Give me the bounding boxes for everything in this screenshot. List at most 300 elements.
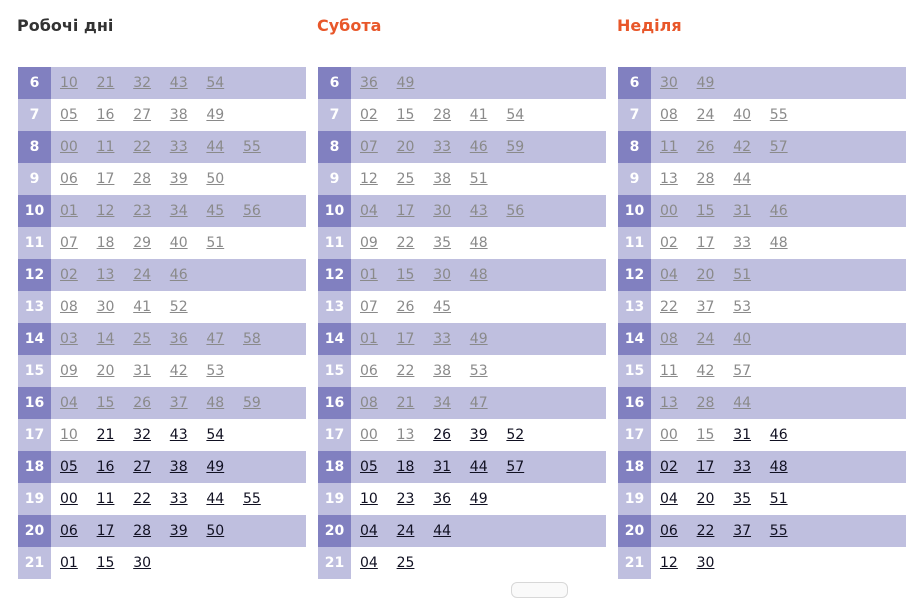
minutes-list	[651, 491, 806, 507]
departure-minute-link[interactable]: 39	[169, 523, 188, 539]
departure-minute-link[interactable]: 38	[433, 363, 452, 379]
departure-minute-link[interactable]: 57	[506, 459, 525, 475]
departure-minute-link[interactable]: 44	[433, 523, 452, 539]
timetable	[618, 67, 906, 579]
departure-minute-link[interactable]: 05	[360, 459, 378, 475]
hour-cell: 12	[18, 259, 51, 291]
departure-minute-link[interactable]: 39	[169, 171, 188, 187]
column-title: Робочі дні	[17, 16, 114, 35]
departure-minute-link[interactable]: 26	[433, 427, 452, 443]
departure-minute-link[interactable]: 31	[133, 363, 152, 379]
departure-minute-link[interactable]: 17	[696, 235, 715, 251]
departure-minute-link[interactable]: 00	[660, 203, 678, 219]
minutes-list	[351, 107, 543, 123]
departure-minute-link[interactable]: 07	[360, 299, 378, 315]
departure-minute-link[interactable]: 47	[206, 331, 225, 347]
departure-minute-link[interactable]: 45	[433, 299, 452, 315]
departure-minute-link[interactable]: 21	[96, 75, 115, 91]
departure-minute-link[interactable]: 37	[696, 299, 715, 315]
departure-minute-link[interactable]: 28	[696, 171, 715, 187]
departure-minute-link[interactable]: 59	[506, 139, 525, 155]
departure-minute-link[interactable]: 33	[733, 235, 752, 251]
departure-minute-link[interactable]: 13	[96, 267, 115, 283]
departure-minute-link[interactable]: 33	[733, 459, 752, 475]
departure-minute-link[interactable]: 04	[360, 203, 378, 219]
hour-cell: 15	[618, 355, 651, 387]
departure-minute-link[interactable]: 45	[206, 203, 225, 219]
departure-minute-link[interactable]: 28	[133, 523, 152, 539]
hour-cell: 16	[18, 387, 51, 419]
minutes-list	[651, 267, 770, 283]
departure-minute-link[interactable]: 39	[469, 427, 488, 443]
departure-minute-link[interactable]: 24	[696, 107, 715, 123]
departure-minute-link[interactable]: 21	[96, 427, 115, 443]
departure-minute-link[interactable]: 44	[206, 491, 225, 507]
departure-minute-link[interactable]: 24	[133, 267, 152, 283]
hour-cell: 9	[618, 163, 651, 195]
hour-cell: 7	[618, 99, 651, 131]
departure-minute-link[interactable]: 02	[360, 107, 378, 123]
departure-minute-link[interactable]: 55	[242, 139, 261, 155]
hour-cell: 11	[318, 227, 351, 259]
departure-minute-link[interactable]: 01	[60, 555, 78, 571]
departure-minute-link[interactable]: 20	[696, 491, 715, 507]
departure-minute-link[interactable]: 22	[133, 491, 152, 507]
departure-minute-link[interactable]: 49	[469, 331, 488, 347]
minutes-list	[651, 171, 770, 187]
timetable-row	[318, 131, 606, 163]
minutes-list	[651, 331, 770, 347]
timetable-row	[318, 483, 606, 515]
timetable-row	[18, 515, 306, 547]
hour-cell: 8	[618, 131, 651, 163]
departure-minute-link[interactable]: 53	[469, 363, 488, 379]
timetable-row	[618, 387, 906, 419]
timetable-row	[618, 323, 906, 355]
departure-minute-link[interactable]: 51	[733, 267, 752, 283]
hour-cell: 12	[618, 259, 651, 291]
departure-minute-link[interactable]: 59	[242, 395, 261, 411]
departure-minute-link[interactable]: 44	[733, 171, 752, 187]
hour-cell: 13	[618, 291, 651, 323]
departure-minute-link[interactable]: 38	[433, 171, 452, 187]
minutes-list	[651, 107, 806, 123]
hour-cell: 18	[18, 451, 51, 483]
timetable-row	[318, 387, 606, 419]
departure-minute-link[interactable]: 40	[733, 107, 752, 123]
departure-minute-link[interactable]: 08	[60, 299, 78, 315]
departure-minute-link[interactable]: 41	[469, 107, 488, 123]
departure-minute-link[interactable]: 09	[60, 363, 78, 379]
minutes-list	[51, 107, 243, 123]
departure-minute-link[interactable]: 43	[469, 203, 488, 219]
timetable-row	[18, 547, 306, 579]
hour-cell: 21	[318, 547, 351, 579]
hour-cell: 7	[318, 99, 351, 131]
departure-minute-link[interactable]: 56	[242, 203, 261, 219]
timetable-row	[318, 195, 606, 227]
departure-minute-link[interactable]: 20	[696, 267, 715, 283]
departure-minute-link[interactable]: 37	[169, 395, 188, 411]
minutes-list	[51, 331, 280, 347]
departure-minute-link[interactable]: 24	[396, 523, 415, 539]
departure-minute-link[interactable]: 49	[469, 491, 488, 507]
departure-minute-link[interactable]: 16	[96, 459, 115, 475]
departure-minute-link[interactable]: 48	[469, 235, 488, 251]
departure-minute-link[interactable]: 02	[660, 459, 678, 475]
departure-minute-link[interactable]: 49	[696, 75, 715, 91]
departure-minute-link[interactable]: 28	[696, 395, 715, 411]
hour-cell: 10	[618, 195, 651, 227]
scroll-to-top-button[interactable]	[511, 582, 568, 598]
timetable-row	[18, 131, 306, 163]
departure-minute-link[interactable]: 17	[396, 203, 415, 219]
hour-cell: 14	[618, 323, 651, 355]
timetable-row	[618, 259, 906, 291]
timetable-row	[318, 355, 606, 387]
departure-minute-link[interactable]: 03	[60, 331, 78, 347]
minutes-list	[651, 395, 770, 411]
departure-minute-link[interactable]: 46	[469, 139, 488, 155]
departure-minute-link[interactable]: 01	[60, 203, 78, 219]
timetable-row	[618, 67, 906, 99]
departure-minute-link[interactable]: 42	[696, 363, 715, 379]
departure-minute-link[interactable]: 42	[169, 363, 188, 379]
departure-minute-link[interactable]: 25	[396, 171, 415, 187]
departure-minute-link[interactable]: 15	[696, 427, 715, 443]
departure-minute-link[interactable]: 05	[60, 459, 78, 475]
departure-minute-link[interactable]: 22	[696, 523, 715, 539]
departure-minute-link[interactable]: 42	[733, 139, 752, 155]
departure-minute-link[interactable]: 07	[360, 139, 378, 155]
departure-minute-link[interactable]: 35	[733, 491, 752, 507]
departure-minute-link[interactable]: 44	[469, 459, 488, 475]
departure-minute-link[interactable]: 36	[433, 491, 452, 507]
departure-minute-link[interactable]: 06	[60, 523, 78, 539]
departure-minute-link[interactable]: 55	[242, 491, 261, 507]
timetable-row	[18, 67, 306, 99]
departure-minute-link[interactable]: 44	[733, 395, 752, 411]
departure-minute-link[interactable]: 52	[506, 427, 525, 443]
departure-minute-link[interactable]: 30	[433, 267, 452, 283]
departure-minute-link[interactable]: 48	[769, 235, 788, 251]
departure-minute-link[interactable]: 43	[169, 75, 188, 91]
minutes-list	[651, 299, 770, 315]
departure-minute-link[interactable]: 46	[769, 427, 788, 443]
departure-minute-link[interactable]: 15	[96, 395, 115, 411]
departure-minute-link[interactable]: 04	[360, 555, 378, 571]
departure-minute-link[interactable]: 08	[660, 107, 678, 123]
departure-minute-link[interactable]: 49	[396, 75, 415, 91]
departure-minute-link[interactable]: 13	[660, 395, 678, 411]
departure-minute-link[interactable]: 26	[696, 139, 715, 155]
departure-minute-link[interactable]: 11	[660, 139, 678, 155]
departure-minute-link[interactable]: 22	[396, 235, 415, 251]
minutes-list	[651, 203, 806, 219]
departure-minute-link[interactable]: 34	[433, 395, 452, 411]
departure-minute-link[interactable]: 38	[169, 107, 188, 123]
hour-cell: 16	[318, 387, 351, 419]
hour-cell: 13	[318, 291, 351, 323]
departure-minute-link[interactable]: 54	[506, 107, 525, 123]
hour-cell: 18	[618, 451, 651, 483]
minutes-list	[651, 459, 806, 475]
departure-minute-link[interactable]: 37	[733, 523, 752, 539]
minutes-list	[651, 427, 806, 443]
hour-cell: 17	[618, 419, 651, 451]
departure-minute-link[interactable]: 40	[733, 331, 752, 347]
departure-minute-link[interactable]: 41	[133, 299, 152, 315]
departure-minute-link[interactable]: 31	[433, 459, 452, 475]
departure-minute-link[interactable]: 01	[360, 267, 378, 283]
departure-minute-link[interactable]: 18	[396, 459, 415, 475]
departure-minute-link[interactable]: 06	[360, 363, 378, 379]
departure-minute-link[interactable]: 47	[469, 395, 488, 411]
departure-minute-link[interactable]: 51	[769, 491, 788, 507]
timetable-row	[18, 451, 306, 483]
departure-minute-link[interactable]: 30	[660, 75, 678, 91]
minutes-list	[351, 171, 506, 187]
hour-cell: 20	[618, 515, 651, 547]
departure-minute-link[interactable]: 10	[360, 491, 378, 507]
departure-minute-link[interactable]: 15	[396, 107, 415, 123]
timetable-row	[18, 227, 306, 259]
hour-cell: 9	[318, 163, 351, 195]
departure-minute-link[interactable]: 48	[769, 459, 788, 475]
departure-minute-link[interactable]: 08	[360, 395, 378, 411]
departure-minute-link[interactable]: 29	[133, 235, 152, 251]
departure-minute-link[interactable]: 11	[96, 491, 115, 507]
departure-minute-link[interactable]: 49	[206, 459, 225, 475]
timetable-row	[618, 419, 906, 451]
departure-minute-link[interactable]: 15	[96, 555, 115, 571]
hour-cell: 8	[18, 131, 51, 163]
departure-minute-link[interactable]: 23	[133, 203, 152, 219]
departure-minute-link[interactable]: 32	[133, 75, 152, 91]
departure-minute-link[interactable]: 53	[206, 363, 225, 379]
hour-cell: 8	[318, 131, 351, 163]
minutes-list	[651, 523, 806, 539]
minutes-list	[351, 331, 506, 347]
minutes-list	[351, 395, 506, 411]
departure-minute-link[interactable]: 00	[660, 427, 678, 443]
departure-minute-link[interactable]: 27	[133, 459, 152, 475]
hour-cell: 15	[18, 355, 51, 387]
timetable-row	[318, 259, 606, 291]
timetable-row	[618, 451, 906, 483]
hour-cell: 12	[318, 259, 351, 291]
timetable-row	[18, 355, 306, 387]
timetable-row	[18, 259, 306, 291]
departure-minute-link[interactable]: 05	[60, 107, 78, 123]
minutes-list	[651, 75, 733, 91]
departure-minute-link[interactable]: 35	[433, 235, 452, 251]
hour-cell: 9	[18, 163, 51, 195]
departure-minute-link[interactable]: 28	[433, 107, 452, 123]
departure-minute-link[interactable]: 00	[60, 139, 78, 155]
minutes-list	[351, 459, 543, 475]
departure-minute-link[interactable]: 57	[733, 363, 752, 379]
departure-minute-link[interactable]: 27	[133, 107, 152, 123]
departure-minute-link[interactable]: 04	[360, 523, 378, 539]
minutes-list	[651, 363, 770, 379]
departure-minute-link[interactable]: 07	[60, 235, 78, 251]
departure-minute-link[interactable]: 01	[360, 331, 378, 347]
departure-minute-link[interactable]: 11	[660, 363, 678, 379]
departure-minute-link[interactable]: 54	[206, 75, 225, 91]
departure-minute-link[interactable]: 43	[169, 427, 188, 443]
hour-cell: 17	[18, 419, 51, 451]
departure-minute-link[interactable]: 00	[60, 491, 78, 507]
departure-minute-link[interactable]: 32	[133, 427, 152, 443]
departure-minute-link[interactable]: 36	[169, 331, 188, 347]
departure-minute-link[interactable]: 51	[206, 235, 225, 251]
departure-minute-link[interactable]: 22	[396, 363, 415, 379]
departure-minute-link[interactable]: 12	[360, 171, 378, 187]
departure-minute-link[interactable]: 48	[469, 267, 488, 283]
hour-cell: 14	[318, 323, 351, 355]
departure-minute-link[interactable]: 58	[242, 331, 261, 347]
timetable-row	[18, 323, 306, 355]
departure-minute-link[interactable]: 30	[433, 203, 452, 219]
departure-minute-link[interactable]: 38	[169, 459, 188, 475]
departure-minute-link[interactable]: 09	[360, 235, 378, 251]
departure-minute-link[interactable]: 15	[396, 267, 415, 283]
hour-cell: 15	[318, 355, 351, 387]
departure-minute-link[interactable]: 51	[469, 171, 488, 187]
departure-minute-link[interactable]: 33	[433, 139, 452, 155]
departure-minute-link[interactable]: 15	[696, 203, 715, 219]
departure-minute-link[interactable]: 48	[206, 395, 225, 411]
departure-minute-link[interactable]: 21	[396, 395, 415, 411]
departure-minute-link[interactable]: 12	[660, 555, 678, 571]
departure-minute-link[interactable]: 13	[396, 427, 415, 443]
departure-minute-link[interactable]: 17	[396, 331, 415, 347]
departure-minute-link[interactable]: 34	[169, 203, 188, 219]
minutes-list	[351, 267, 506, 283]
departure-minute-link[interactable]: 12	[96, 203, 115, 219]
departure-minute-link[interactable]: 18	[96, 235, 115, 251]
departure-minute-link[interactable]: 24	[696, 331, 715, 347]
hour-cell: 17	[318, 419, 351, 451]
timetable-row	[318, 99, 606, 131]
departure-minute-link[interactable]: 20	[396, 139, 415, 155]
departure-minute-link[interactable]: 11	[96, 139, 115, 155]
departure-minute-link[interactable]: 25	[133, 331, 152, 347]
departure-minute-link[interactable]: 57	[769, 139, 788, 155]
departure-minute-link[interactable]: 30	[96, 299, 115, 315]
minutes-list	[51, 491, 280, 507]
minutes-list	[51, 459, 243, 475]
timetable-row	[18, 99, 306, 131]
departure-minute-link[interactable]: 36	[360, 75, 378, 91]
timetable-row	[318, 227, 606, 259]
departure-minute-link[interactable]: 44	[206, 139, 225, 155]
departure-minute-link[interactable]: 53	[733, 299, 752, 315]
departure-minute-link[interactable]: 16	[96, 107, 115, 123]
departure-minute-link[interactable]: 02	[60, 267, 78, 283]
departure-minute-link[interactable]: 33	[169, 491, 188, 507]
departure-minute-link[interactable]: 28	[133, 171, 152, 187]
minutes-list	[51, 363, 243, 379]
minutes-list	[51, 395, 280, 411]
departure-minute-link[interactable]: 55	[769, 107, 788, 123]
departure-minute-link[interactable]: 06	[660, 523, 678, 539]
departure-minute-link[interactable]: 31	[733, 203, 752, 219]
departure-minute-link[interactable]: 14	[96, 331, 115, 347]
departure-minute-link[interactable]: 13	[660, 171, 678, 187]
departure-minute-link[interactable]: 23	[396, 491, 415, 507]
departure-minute-link[interactable]: 46	[769, 203, 788, 219]
departure-minute-link[interactable]: 49	[206, 107, 225, 123]
minutes-list	[51, 555, 170, 571]
departure-minute-link[interactable]: 02	[660, 235, 678, 251]
departure-minute-link[interactable]: 04	[660, 267, 678, 283]
departure-minute-link[interactable]: 26	[396, 299, 415, 315]
departure-minute-link[interactable]: 17	[696, 459, 715, 475]
departure-minute-link[interactable]: 31	[733, 427, 752, 443]
departure-minute-link[interactable]: 08	[660, 331, 678, 347]
hour-cell: 6	[618, 67, 651, 99]
departure-minute-link[interactable]: 17	[96, 171, 115, 187]
minutes-list	[351, 491, 506, 507]
timetable-row	[618, 227, 906, 259]
departure-minute-link[interactable]: 25	[396, 555, 415, 571]
timetable-row	[318, 419, 606, 451]
departure-minute-link[interactable]: 22	[133, 139, 152, 155]
hour-cell: 6	[318, 67, 351, 99]
departure-minute-link[interactable]: 00	[360, 427, 378, 443]
departure-minute-link[interactable]: 17	[96, 523, 115, 539]
departure-minute-link[interactable]: 10	[60, 75, 78, 91]
departure-minute-link[interactable]: 26	[133, 395, 152, 411]
departure-minute-link[interactable]: 30	[133, 555, 152, 571]
departure-minute-link[interactable]: 55	[769, 523, 788, 539]
departure-minute-link[interactable]: 04	[660, 491, 678, 507]
timetable	[318, 67, 606, 579]
minutes-list	[51, 267, 206, 283]
departure-minute-link[interactable]: 10	[60, 427, 78, 443]
departure-minute-link[interactable]: 20	[96, 363, 115, 379]
departure-minute-link[interactable]: 50	[206, 171, 225, 187]
minutes-list	[51, 75, 243, 91]
timetable-row	[318, 323, 606, 355]
departure-minute-link[interactable]: 06	[60, 171, 78, 187]
departure-minute-link[interactable]: 30	[696, 555, 715, 571]
minutes-list	[51, 427, 243, 443]
departure-minute-link[interactable]: 33	[433, 331, 452, 347]
departure-minute-link[interactable]: 33	[169, 139, 188, 155]
departure-minute-link[interactable]: 50	[206, 523, 225, 539]
minutes-list	[51, 171, 243, 187]
departure-minute-link[interactable]: 40	[169, 235, 188, 251]
timetable-row	[318, 547, 606, 579]
minutes-list	[351, 203, 543, 219]
timetable-row	[618, 131, 906, 163]
timetable-row	[618, 355, 906, 387]
hour-cell: 10	[18, 195, 51, 227]
departure-minute-link[interactable]: 46	[169, 267, 188, 283]
departure-minute-link[interactable]: 22	[660, 299, 678, 315]
departure-minute-link[interactable]: 56	[506, 203, 525, 219]
departure-minute-link[interactable]: 54	[206, 427, 225, 443]
timetable-row	[618, 291, 906, 323]
timetable-row	[318, 451, 606, 483]
timetable-row	[18, 163, 306, 195]
minutes-list	[51, 523, 243, 539]
departure-minute-link[interactable]: 52	[169, 299, 188, 315]
departure-minute-link[interactable]: 04	[60, 395, 78, 411]
